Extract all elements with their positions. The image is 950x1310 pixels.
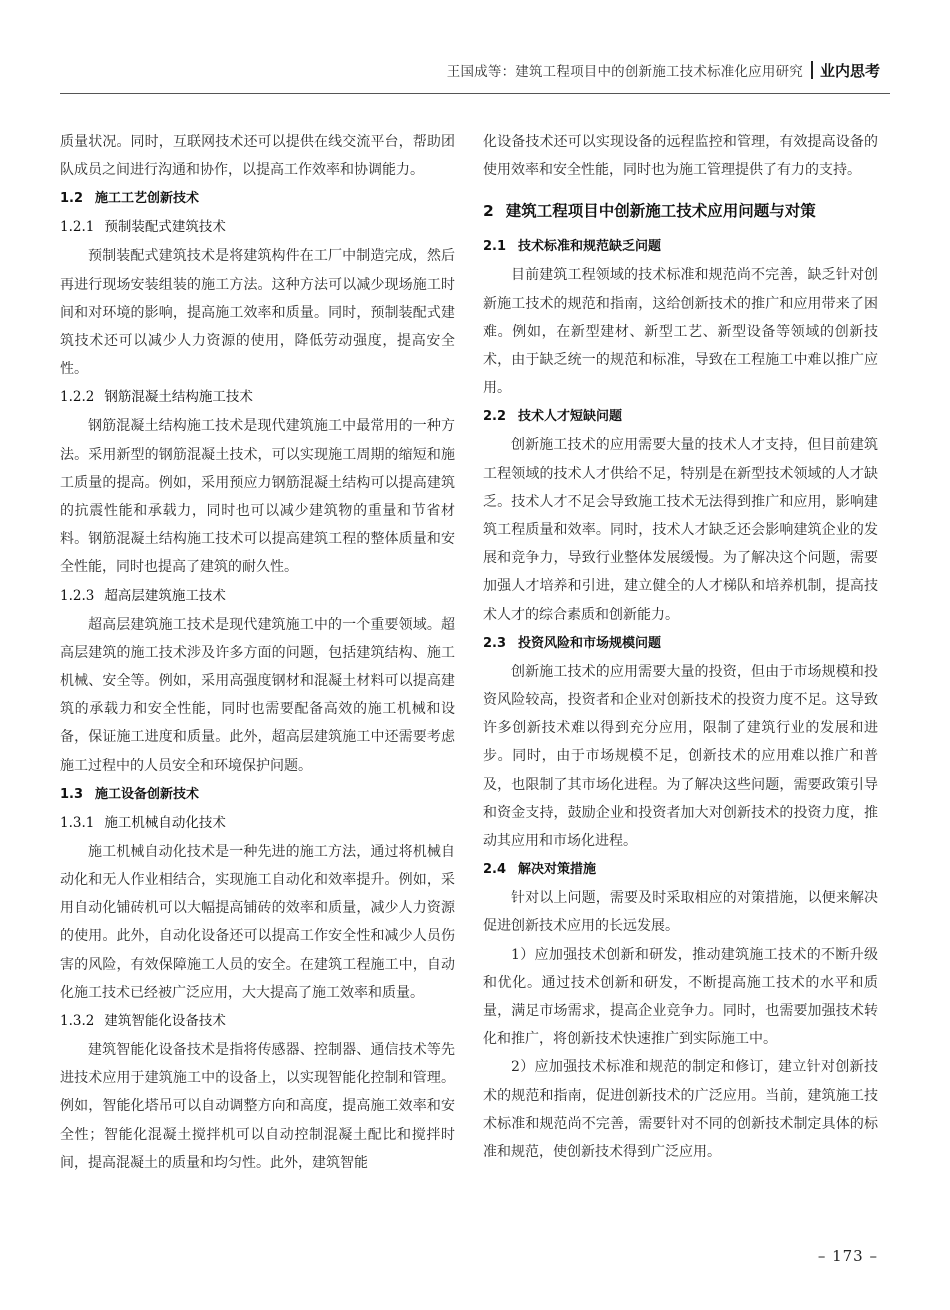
right-column [483,128,878,1166]
paragraph: 创新施工技术的应用需要大量的投资，但由于市场规模和投资风险较高，投资者和企业对创新技术的投资力度不足。这导致许多创新技术难以得到充分应用，限制了建筑行业的发展和进步。同时，由于市场规模不足，创新技术的应用难以推广和普及，也限制了其市场化进程。为了解决这些问题，需要政策引导和资金支持，鼓励企业和投资者加大对创新技术的投资力度，推动其应用和市场化进程。 [483,663,878,850]
list-item: 1）应加强技术创新和研发，推动建筑施工技术的不断升级和优化。通过技术创新和研发，不断提高施工技术的水平和质量，满足市场需求，提高企业竞争力。同时，也需要加强技术转化和推广，将创新技术快速推广到实际施工中。 [483,946,878,1048]
continued-paragraph: 质量状况。同时，互联网技术还可以提供在线交流平台，帮助团队成员之间进行沟通和协作，以提高工作效率和协调能力。 [60,134,455,179]
paragraph: 目前建筑工程领域的技术标准和规范尚不完善，缺乏针对创新施工技术的规范和指南，这给创新技术的推广和应用带来了困难。例如，在新型建材、新型工艺、新型设备等领域的创新技术，由于缺乏统一的规范和标准，导致在工程施工中难以推广应用。 [483,267,878,397]
paragraph: 创新施工技术的应用需要大量的技术人才支持，但目前建筑工程领域的技术人才供给不足，特别是在新型技术领域的人才缺乏。技术人才不足会导致施工技术无法得到推广和应用，影响建筑工程质量和效率。同时，技术人才缺乏还会影响建筑企业的发展和竞争力，导致行业整体发展缓慢。为了解决这个问题，需要加强人才培养和引进，建立健全的人才梯队和培养机制，提高技术人才的综合素质和创新能力。 [483,437,878,623]
running-title: 王国成等：建筑工程项目中的创新施工技术标准化应用研究 [446,64,803,80]
running-header [447,56,880,84]
header-rule [60,93,890,94]
paragraph: 针对以上问题，需要及时采取相应的对策措施，以便来解决促进创新技术应用的长远发展。 [483,890,878,935]
section-heading-2-1: 2.1 技术标准和规范缺乏问题 [483,239,662,255]
continued-paragraph: 化设备技术还可以实现设备的远程监控和管理，有效提高设备的使用效率和安全性能，同时也为施工管理提供了有力的支持。 [483,134,878,179]
header-separator [811,61,813,79]
subsection-heading-1-2-3: 1.2.3 超高层建筑施工技术 [60,587,226,604]
subsection-heading-1-2-2: 1.2.2 钢筋混凝土结构施工技术 [60,389,253,406]
paragraph: 施工机械自动化技术是一种先进的施工方法，通过将机械自动化和无人作业相结合，实现施工自动化和效率提升。例如，采用自动化铺砖机可以大幅提高铺砖的效率和质量，减少人力资源的使用。此外，自动化设备还可以提高工作安全性和减少人员伤害的风险，有效保障施工人员的安全。在建筑工程施工中，自动化施工技术已经被广泛应用，大大提高了施工效率和质量。 [60,843,455,1001]
subsection-heading-1-2-1: 1.2.1 预制装配式建筑技术 [60,219,226,236]
column-name: 业内思考 [819,61,880,80]
left-column [60,128,455,1177]
paragraph: 建筑智能化设备技术是指将传感器、控制器、通信技术等先进技术应用于建筑施工中的设备上，以实现智能化控制和管理。例如，智能化塔吊可以自动调整方向和高度，提高施工效率和安全性；智能化混凝土搅拌机可以自动控制混凝土配比和搅拌时间，提高混凝土的质量和均匀性。此外，建筑智能 [60,1042,455,1171]
section-heading-2-2: 2.2 技术人才短缺问题 [483,409,623,425]
paragraph: 超高层建筑施工技术是现代建筑施工中的一个重要领域。超高层建筑的施工技术涉及许多方面的问题，包括建筑结构、施工机械、安全等。例如，采用高强度钢材和混凝土材料可以提高建筑的承载力和安全性能，同时也需要配备高效的施工机械和设备，保证施工进度和质量。此外，超高层建筑施工中还需要考虑施工过程中的人员安全和环境保护问题。 [60,616,455,774]
paragraph: 预制装配式建筑技术是将建筑构件在工厂中制造完成，然后再进行现场安装组装的施工方法。这种方法可以减少现场施工时间和对环境的影响，提高施工效率和质量。同时，预制装配式建筑技术还可以减少人力资源的使用，降低劳动强度，提高安全性。 [60,248,455,378]
section-heading-2-4: 2.4 解决对策措施 [483,862,597,878]
section-heading-1-3: 1.3 施工设备创新技术 [60,786,200,802]
list-item: 2）应加强技术标准和规范的制定和修订，建立针对创新技术的规范和指南，促进创新技术的广泛应用。当前，建筑施工技术标准和规范尚不完善，需要针对不同的创新技术制定具体的标准和规范，使创新技术得到广泛应用。 [483,1059,878,1161]
section-heading-2-3: 2.3 投资风险和市场规模问题 [483,635,662,651]
subsection-heading-1-3-2: 1.3.2 建筑智能化设备技术 [60,1013,226,1030]
section-heading-2: 2 建筑工程项目中创新施工技术应用问题与对策 [483,202,816,221]
section-heading-1-2: 1.2 施工工艺创新技术 [60,191,200,207]
paragraph: 钢筋混凝土结构施工技术是现代建筑施工中最常用的一种方法。采用新型的钢筋混凝土技术，可以实现施工周期的缩短和施工质量的提高。例如，采用预应力钢筋混凝土结构可以提高建筑的抗震性能和承载力，同时也可以减少建筑物的重量和节省材料。钢筋混凝土结构施工技术可以提高建筑工程的整体质量和安全性能，同时也提高了建筑的耐久性。 [60,418,455,576]
subsection-heading-1-3-1: 1.3.1 施工机械自动化技术 [60,814,226,831]
page-number: – 173 – [817,1247,878,1265]
